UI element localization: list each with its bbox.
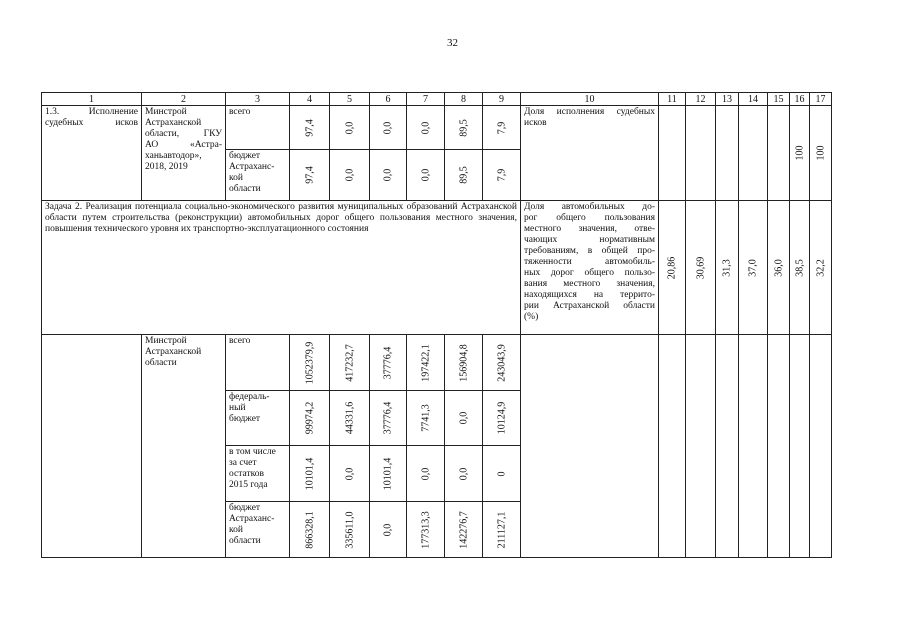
target-cell — [686, 335, 716, 558]
value-text: 10124,9 — [496, 401, 507, 435]
text-line: тяженности автомобиль- — [524, 257, 655, 267]
target-cell — [768, 106, 790, 201]
text-line: Астраханской — [145, 347, 202, 357]
target-cell — [768, 201, 790, 335]
target-cell — [810, 106, 832, 201]
budget-table — [41, 92, 832, 558]
value-cell — [330, 150, 370, 201]
value-cell — [483, 106, 521, 150]
value-text: 177313,3 — [420, 510, 431, 549]
value-text: 37776,4 — [382, 346, 394, 379]
text-line: ный — [229, 403, 246, 413]
value-cell — [330, 106, 370, 150]
text-line: Минстрой — [145, 107, 187, 117]
value-text: 30,69 — [695, 256, 706, 279]
value-text: 0,0 — [458, 411, 469, 425]
header-cell: 13 — [716, 93, 739, 106]
target-cell — [739, 106, 768, 201]
value-cell — [290, 335, 330, 391]
text-line: области — [145, 358, 177, 368]
executor-cell — [142, 106, 226, 201]
text-line: 2015 года — [229, 480, 268, 490]
value-cell — [330, 502, 370, 558]
value-cell — [290, 502, 330, 558]
value-text: 0,0 — [382, 523, 394, 536]
value-text: 97,4 — [304, 166, 315, 184]
text-line: области — [229, 184, 261, 194]
target-cell — [739, 201, 768, 335]
source-cell: всего — [226, 335, 290, 391]
value-cell — [483, 446, 521, 502]
value-text: 36,0 — [773, 258, 784, 277]
text-line: рог общего пользования — [524, 213, 655, 223]
value-cell — [290, 391, 330, 446]
text-line: чающих нормативным — [524, 235, 655, 245]
value-cell — [330, 446, 370, 502]
value-cell — [445, 335, 483, 391]
header-cell: 4 — [290, 93, 330, 106]
value-text: 1052379,9 — [304, 341, 315, 384]
header-cell: 16 — [790, 93, 810, 106]
target-cell — [790, 106, 810, 201]
text-line: 2018, 2019 — [145, 162, 188, 172]
text-line: (%) — [524, 312, 539, 322]
text-line: Доля автомобильных до- — [524, 202, 655, 212]
value-cell — [370, 335, 407, 391]
text-line: остатков — [229, 469, 264, 479]
value-cell — [483, 335, 521, 391]
value-cell — [330, 391, 370, 446]
header-cell: 3 — [226, 93, 290, 106]
value-cell — [483, 391, 521, 446]
text-line: местного значения, отве- — [524, 224, 655, 234]
text-line: области, ГКУ — [145, 129, 222, 139]
value-cell — [483, 150, 521, 201]
value-text: 0,0 — [344, 168, 355, 182]
header-row — [42, 93, 832, 106]
text-line: бюджет — [229, 151, 261, 161]
target-cell — [716, 335, 739, 558]
value-cell — [445, 446, 483, 502]
text-line: бюджет — [229, 503, 261, 513]
value-cell — [445, 391, 483, 446]
value-text: 156904,8 — [458, 343, 469, 382]
target-cell — [790, 335, 810, 558]
header-cell: 11 — [659, 93, 686, 106]
value-text: 866328,1 — [304, 510, 315, 549]
value-text: 7,9 — [496, 168, 507, 182]
executor-cell — [142, 335, 226, 558]
target-cell — [810, 201, 832, 335]
page-number: 32 — [447, 37, 458, 49]
value-cell — [407, 335, 445, 391]
target-cell — [790, 201, 810, 335]
value-cell — [370, 150, 407, 201]
target-cell — [659, 106, 686, 201]
value-text: 20,86 — [666, 256, 678, 279]
value-cell — [483, 502, 521, 558]
value-cell — [445, 106, 483, 150]
source-cell — [226, 502, 290, 558]
value-cell — [445, 502, 483, 558]
header-cell: 6 — [370, 93, 407, 106]
value-cell — [370, 391, 407, 446]
value-cell — [370, 106, 407, 150]
indicator-cell — [521, 201, 659, 335]
value-text: 31,3 — [721, 258, 733, 277]
header-cell: 10 — [521, 93, 659, 106]
measure-cell: 1.3. Исполнение судебных исков — [42, 106, 142, 201]
text-line: ханьавтодор», — [145, 151, 202, 161]
value-cell — [290, 150, 330, 201]
header-cell: 2 — [142, 93, 226, 106]
value-text: 44331,6 — [344, 401, 355, 435]
value-text: 37776,4 — [382, 401, 394, 435]
source-cell — [226, 150, 290, 201]
target-cell — [659, 335, 686, 558]
value-text: 89,5 — [458, 118, 469, 137]
value-text: 211127,1 — [496, 511, 507, 548]
source-cell: всего — [226, 106, 290, 150]
text-line: кой — [229, 173, 243, 183]
source-cell — [226, 391, 290, 446]
target-cell — [716, 201, 739, 335]
value-text: 7,9 — [496, 121, 507, 134]
value-text: 37,0 — [747, 258, 759, 277]
header-cell: 15 — [768, 93, 790, 106]
value-cell — [407, 391, 445, 446]
header-cell: 8 — [445, 93, 483, 106]
target-cell — [716, 106, 739, 201]
header-cell: 17 — [810, 93, 832, 106]
text-line: Астраханс- — [229, 162, 275, 172]
text-line: за счет — [229, 458, 257, 468]
value-text: 89,5 — [458, 166, 469, 184]
source-cell — [226, 446, 290, 502]
value-cell — [407, 106, 445, 150]
value-text: 0,0 — [420, 467, 431, 480]
header-cell: 1 — [42, 93, 142, 106]
target-cell — [739, 335, 768, 558]
table-row — [42, 201, 832, 335]
value-text: 0,0 — [420, 168, 431, 182]
text-line: бюджет — [229, 414, 261, 424]
value-text: 197422,1 — [420, 343, 431, 382]
header-cell: 9 — [483, 93, 521, 106]
target-cell — [686, 201, 716, 335]
text-line: АО «Астра- — [145, 140, 222, 150]
value-text: 0,0 — [344, 121, 355, 134]
text-line: Астраханс- — [229, 514, 275, 524]
text-line: рии Астраханской области — [524, 301, 655, 311]
text-line: в том числе — [229, 447, 276, 457]
task-text-cell: Задача 2. Реализация потенциала социально-экономического развития муниципальных образований Астраханской области путем строительства (реконструкции) автомобильных дорог общего пользования местного значения, повышения технического уровня их транспортно-эксплуатационного состояния — [42, 201, 521, 335]
value-cell — [290, 446, 330, 502]
value-text: 0,0 — [420, 121, 431, 134]
value-cell — [370, 446, 407, 502]
measure-cell — [42, 335, 142, 558]
text-line: вания местного значения, — [524, 279, 655, 289]
value-cell — [407, 446, 445, 502]
table-row — [42, 335, 832, 391]
target-cell — [686, 106, 716, 201]
value-text: 10101,4 — [304, 457, 315, 490]
indicator-cell — [521, 335, 659, 558]
value-text: 0,0 — [458, 467, 469, 480]
value-text: 0,0 — [382, 121, 394, 134]
value-cell — [407, 502, 445, 558]
value-text: 7741,3 — [420, 404, 431, 432]
text-line: требованиям, в общей про- — [524, 246, 655, 256]
value-text: 243043,9 — [496, 343, 507, 382]
value-cell — [330, 335, 370, 391]
text-line: ных дорог общего пользо- — [524, 268, 655, 278]
value-text: 142276,7 — [458, 510, 469, 549]
value-text: 335611,0 — [344, 510, 355, 549]
value-text: 0,0 — [382, 168, 394, 182]
indicator-cell: Доля исполнения судебных исков — [521, 106, 659, 201]
value-text: 0 — [496, 471, 507, 476]
value-text: 100 — [815, 145, 826, 161]
target-cell — [810, 335, 832, 558]
value-text: 0,0 — [344, 467, 355, 480]
header-cell: 7 — [407, 93, 445, 106]
value-text: 99974,2 — [304, 401, 315, 435]
value-cell — [290, 106, 330, 150]
value-cell — [407, 150, 445, 201]
value-cell — [445, 150, 483, 201]
value-text: 417232,7 — [344, 343, 355, 382]
text-line: кой — [229, 525, 243, 535]
target-cell — [768, 335, 790, 558]
header-cell: 5 — [330, 93, 370, 106]
value-text: 32,2 — [815, 258, 826, 277]
text-line: области — [229, 536, 261, 546]
target-cell — [659, 201, 686, 335]
table-row — [42, 106, 832, 150]
text-line: федераль- — [229, 392, 270, 402]
text-line: находящихся на террито- — [524, 290, 655, 300]
value-cell — [370, 502, 407, 558]
text-line: Минстрой — [145, 336, 187, 346]
value-text: 10101,4 — [382, 457, 394, 490]
value-text: 97,4 — [304, 118, 315, 137]
header-cell: 12 — [686, 93, 716, 106]
value-text: 100 — [794, 145, 805, 161]
text-line: Астраханской — [145, 118, 202, 128]
value-text: 38,5 — [794, 258, 805, 277]
header-cell: 14 — [739, 93, 768, 106]
